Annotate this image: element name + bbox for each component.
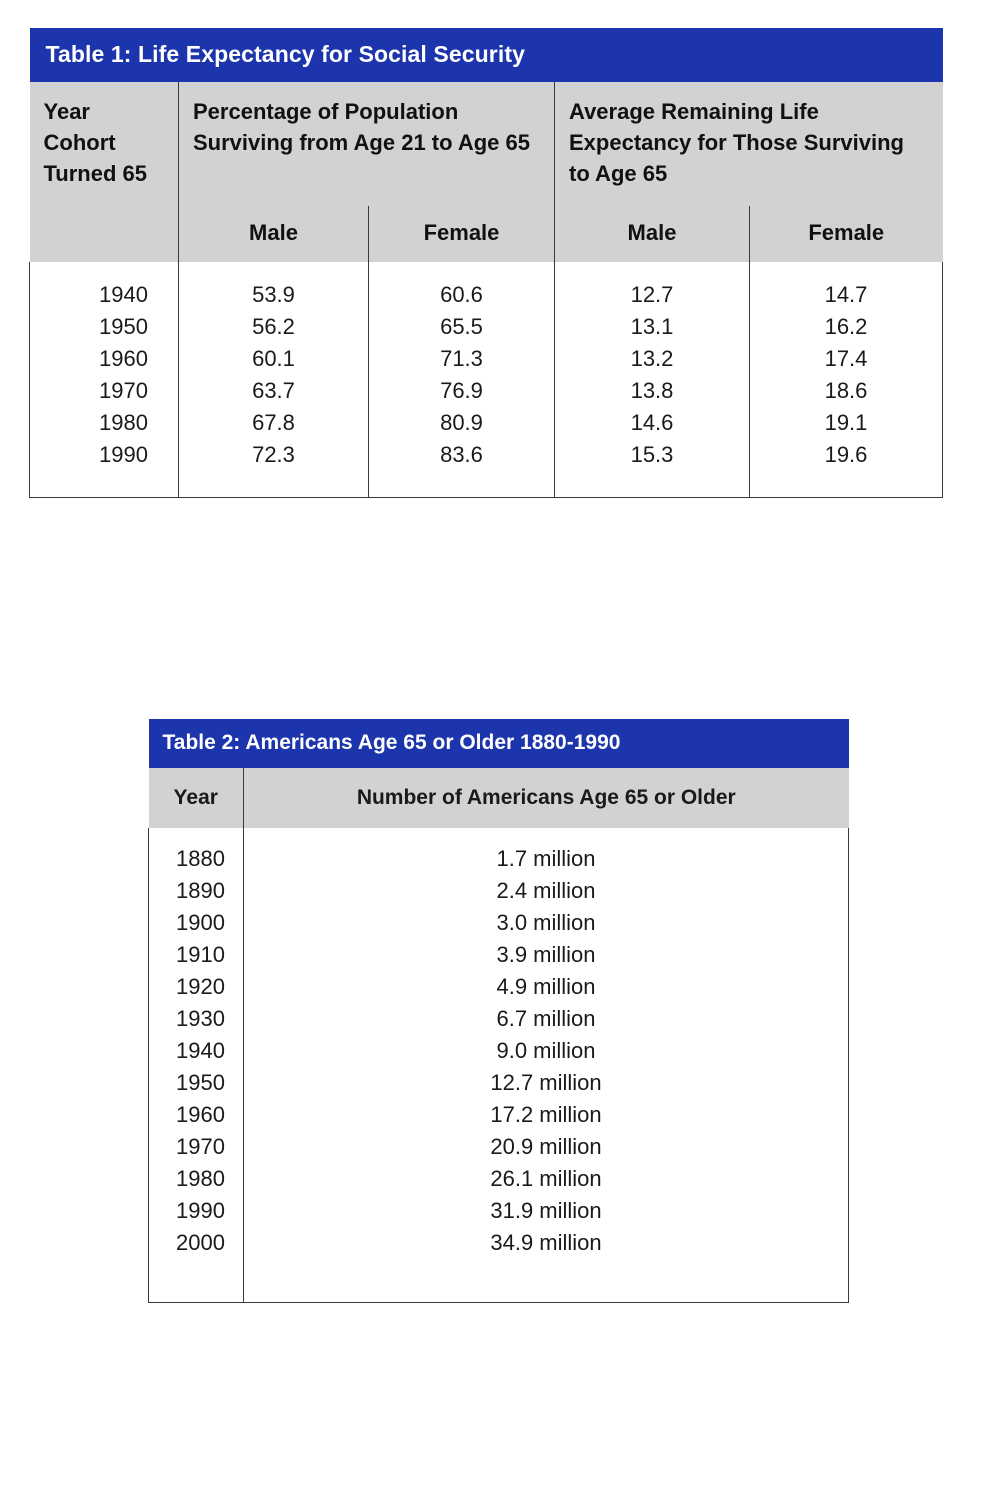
- table-1-bottom-spacer: [30, 471, 943, 498]
- table-row: [30, 407, 943, 439]
- header-year: Year: [149, 768, 244, 828]
- cell-year: 1900: [149, 907, 244, 939]
- cell-remaining-male: 12.7: [555, 262, 750, 311]
- table-row: [30, 262, 943, 311]
- cell-remaining-male: 15.3: [555, 439, 750, 471]
- cell-year: 1970: [149, 1131, 244, 1163]
- table-row: [30, 439, 943, 471]
- table-row: [149, 1099, 849, 1131]
- table-row: [149, 1035, 849, 1067]
- cell-year: 1970: [30, 375, 179, 407]
- cell-surviving-female: 83.6: [369, 439, 555, 471]
- table-2-title-row: [149, 719, 849, 768]
- header-number-of-americans: Number of Americans Age 65 or Older: [244, 768, 849, 828]
- table-2-bottom-spacer: [149, 1276, 849, 1303]
- table-row: [149, 1195, 849, 1227]
- cell-year: 1990: [149, 1195, 244, 1227]
- cell-surviving-female: 76.9: [369, 375, 555, 407]
- cell-year: 1950: [149, 1067, 244, 1099]
- cell-surviving-female: 80.9: [369, 407, 555, 439]
- table-row: [149, 1003, 849, 1035]
- cell-remaining-male: 14.6: [555, 407, 750, 439]
- spacer-cell: [555, 471, 750, 498]
- table-row: [30, 343, 943, 375]
- cell-surviving-female: 71.3: [369, 343, 555, 375]
- table-2-body: [149, 828, 849, 1303]
- cell-surviving-female: 65.5: [369, 311, 555, 343]
- cell-number: 3.0 million: [496, 910, 596, 935]
- header-percentage-surviving: Percentage of Population Surviving from Age 21 to Age 65: [179, 82, 555, 206]
- cell-number: 3.9 million: [496, 942, 596, 967]
- cell-remaining-male: 13.1: [555, 311, 750, 343]
- cell-year: 1960: [30, 343, 179, 375]
- cell-remaining-male: 13.8: [555, 375, 750, 407]
- cell-remaining-female: 16.2: [750, 311, 943, 343]
- table-row: [149, 1163, 849, 1195]
- cell-surviving-male: 63.7: [179, 375, 369, 407]
- cell-number: 17.2 million: [490, 1102, 602, 1127]
- cell-year: 1910: [149, 939, 244, 971]
- spacer-cell: [244, 1276, 849, 1303]
- cell-year: 1960: [149, 1099, 244, 1131]
- table-row: [30, 311, 943, 343]
- header-surviving-male: Male: [179, 206, 369, 262]
- table-2-title: Table 2: Americans Age 65 or Older 1880-1990: [149, 719, 849, 768]
- cell-year: 1990: [30, 439, 179, 471]
- table-row: [149, 1227, 849, 1276]
- cell-year: 1980: [30, 407, 179, 439]
- life-expectancy-table: [29, 28, 943, 498]
- header-surviving-female: Female: [369, 206, 555, 262]
- table-1-header-row-1: [30, 82, 943, 206]
- table-1-body: [30, 262, 943, 498]
- table-1-title-row: [30, 28, 943, 82]
- cell-year: 1930: [149, 1003, 244, 1035]
- header-remaining-life-expectancy: Average Remaining Life Expectancy for Those Surviving to Age 65: [555, 82, 943, 206]
- cell-remaining-female: 19.6: [750, 439, 943, 471]
- cell-number: 12.7 million: [490, 1070, 602, 1095]
- table-row: [149, 907, 849, 939]
- cell-remaining-female: 14.7: [750, 262, 943, 311]
- table-row: [149, 971, 849, 1003]
- cell-number: 2.4 million: [496, 878, 596, 903]
- cell-year: 1980: [149, 1163, 244, 1195]
- spacer-cell: [750, 471, 943, 498]
- cell-remaining-female: 19.1: [750, 407, 943, 439]
- table-row: [149, 939, 849, 971]
- cell-surviving-male: 67.8: [179, 407, 369, 439]
- cell-surviving-male: 72.3: [179, 439, 369, 471]
- cell-surviving-male: 56.2: [179, 311, 369, 343]
- table-2-container: [148, 719, 848, 1303]
- spacer-cell: [179, 471, 369, 498]
- table-2-header-row: [149, 768, 849, 828]
- spacer-cell: [149, 1276, 244, 1303]
- cell-number: 1.7 million: [496, 846, 596, 871]
- cell-year: 1940: [149, 1035, 244, 1067]
- cell-number: 34.9 million: [490, 1230, 602, 1255]
- cell-remaining-male: 13.2: [555, 343, 750, 375]
- cell-year: 1880: [149, 828, 244, 875]
- spacer-cell: [369, 471, 555, 498]
- cell-year: 1950: [30, 311, 179, 343]
- header-remaining-male: Male: [555, 206, 750, 262]
- header-year-cohort: Year Cohort Turned 65: [30, 82, 179, 262]
- cell-surviving-male: 53.9: [179, 262, 369, 311]
- cell-number: 20.9 million: [490, 1134, 602, 1159]
- table-row: [149, 875, 849, 907]
- cell-number: 31.9 million: [490, 1198, 602, 1223]
- table-row: [30, 375, 943, 407]
- table-1-container: [29, 28, 942, 498]
- cell-number: 26.1 million: [490, 1166, 602, 1191]
- table-row: [149, 1131, 849, 1163]
- americans-65-or-older-table: [148, 719, 849, 1303]
- cell-remaining-female: 18.6: [750, 375, 943, 407]
- cell-number: 4.9 million: [496, 974, 596, 999]
- cell-year: 1920: [149, 971, 244, 1003]
- cell-year: 1940: [30, 262, 179, 311]
- cell-remaining-female: 17.4: [750, 343, 943, 375]
- table-row: [149, 828, 849, 875]
- cell-number: 6.7 million: [496, 1006, 596, 1031]
- cell-year: 2000: [149, 1227, 244, 1276]
- table-1-title: Table 1: Life Expectancy for Social Security: [30, 28, 943, 82]
- table-row: [149, 1067, 849, 1099]
- header-remaining-female: Female: [750, 206, 943, 262]
- cell-surviving-male: 60.1: [179, 343, 369, 375]
- spacer-cell: [30, 471, 179, 498]
- cell-year: 1890: [149, 875, 244, 907]
- cell-number: 9.0 million: [496, 1038, 596, 1063]
- cell-surviving-female: 60.6: [369, 262, 555, 311]
